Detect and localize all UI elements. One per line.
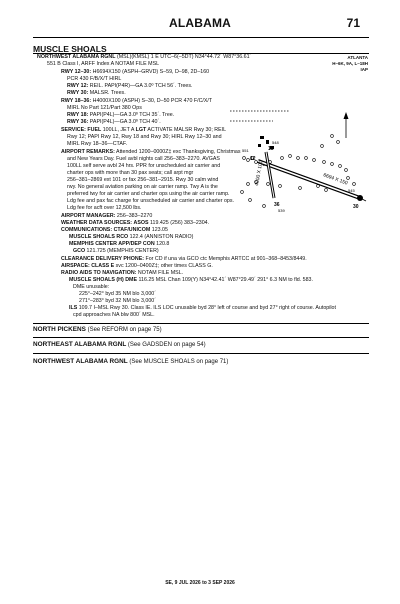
rwy-30-line: [67, 90, 126, 97]
remarks-label: AIRPORT REMARKS:: [61, 149, 115, 155]
comm-label: COMMUNICATIONS:: [61, 227, 113, 233]
rwy-text: PAPI(P4L)—GA 3.0º TCH 35´. Tree.: [88, 112, 175, 118]
rco-label: MUSCLE SHOALS RCO: [69, 234, 129, 240]
gco-label: GCO: [73, 248, 86, 254]
xref-entry-north-pickens: [33, 326, 162, 333]
service-line2: Rwy 12; PAPI Rwy 12, Rwy 18 and Rwy 30; HIRL Rwy 12–30 and: [67, 134, 222, 140]
remarks-text: Attended 1200–0000Z‡ exc Thanksgiving, Christmas: [114, 149, 241, 155]
manager-label: AIRPORT MANAGER:: [61, 213, 116, 219]
ils-line2: cpd approaches NA blw 800´ MSL.: [73, 312, 155, 318]
airspace-label: AIRSPACE: CLASS E: [61, 263, 115, 269]
rwy-18-36-line2: MIRL No Part 121/Part 380 Ops: [67, 105, 142, 111]
xref-note: (See REFORM on page 75): [85, 327, 162, 333]
remarks-line: and New Years Day. Fuel avbl nights call 256–383–2270. AVGAS: [67, 156, 220, 162]
dme-unusable-line: DME unusable:: [73, 284, 110, 290]
navaid-text: NOTAM FILE MSL.: [136, 270, 184, 276]
xref-note: (See MUSCLE SHOALS on page 71): [127, 359, 229, 365]
xref-rule-1: [33, 323, 369, 324]
remarks-line: rwy. No general aviation parking on air carrier ramp. Twy A is the: [67, 184, 218, 190]
runway-30-elevation: 545: [348, 188, 355, 193]
manager-phone: 256–383–2270: [115, 213, 153, 219]
validity-footer: SE, 9 JUL 2026 to 3 SEP 2026: [165, 580, 235, 586]
runway-36-label: 36: [274, 202, 280, 208]
rwy-label: RWY 30:: [67, 90, 89, 96]
remarks-line: preferred twy for air carrier and charter ops using the air carrier ramp.: [67, 191, 230, 197]
weather-label: WEATHER DATA SOURCES:: [61, 220, 133, 226]
xref-name: NORTHWEST ALABAMA RGNL: [33, 358, 128, 365]
north-arrow-icon: [344, 112, 349, 138]
airport-class-line: 551 B Class I, ARFF Index A NOTAM FILE MSL: [47, 61, 160, 67]
remarks-line: 100LL self serve avbl 24 hrs. PPR for unscheduled air carrier and: [67, 163, 221, 169]
fuel-label: FUEL: [87, 127, 102, 133]
page-number: 71: [346, 16, 360, 30]
dme-restriction-line: 271°–283° byd 32 NM blo 3,000´: [79, 298, 156, 304]
clearance-label: CLEARANCE DELIVERY PHONE:: [61, 256, 144, 262]
rwy-text: PAPI(P4L)—GA 3.0º TCH 40´.: [88, 119, 161, 125]
xref-name: NORTHEAST ALABAMA RGNL: [33, 341, 127, 348]
rwy-text: H4000X100 (ASPH) S–30, D–50 PCR 470 F/C/X/T: [91, 98, 213, 104]
xref-entry-northwest-alabama: [33, 358, 228, 365]
service-line3: MIRL Rwy 18–36—CTAF.: [67, 141, 128, 147]
ctaf-label: CTAF/UNICOM: [113, 227, 151, 233]
xref-entry-northeast-alabama: [33, 341, 206, 348]
rwy-text: REIL. PAPI(P4R)—GA 3.0º TCH 56´. Trees.: [88, 83, 193, 89]
asos-label: ASOS: [133, 220, 149, 226]
approach-lights-icon: [357, 195, 366, 201]
xref-note: (See GADSDEN on page 54): [126, 342, 206, 348]
airspace-text: svc 1200–0400Z‡; other times CLASS G.: [114, 263, 213, 269]
lgt-label: LGT: [135, 127, 147, 133]
runway-18-36: [266, 152, 274, 198]
ils-text: 109.7 I–MSL Rwy 30. Class IE. ILS LOC unusable byd 28° left of course and byd 27° right of course. Autopilot: [77, 305, 336, 311]
runway-18-label: 18: [268, 146, 274, 152]
main-runway-dimensions: 6694 X 150: [322, 172, 349, 187]
fuel-text: 100LL, JET A: [101, 127, 136, 133]
rwy-label: RWY 12–30:: [61, 69, 92, 75]
chart-ref-iap: IAP: [360, 67, 368, 72]
airport-location: (MSL)(KMSL) 1 E UTC–6(–5DT) N34°44.72´ W87°36.61´: [115, 54, 252, 60]
ils-label: ILS: [69, 305, 78, 311]
ctaf-freq: 123.05: [150, 227, 168, 233]
page-header: [0, 16, 400, 30]
dme-restriction-line: 225°–242° byd 35 NM blo 3,000´: [79, 291, 156, 297]
rwy-label: RWY 18:: [67, 112, 89, 118]
remarks-line: charter ops with more than 30 pax seats; call arpt mgr: [67, 170, 194, 176]
rwy-label: RWY 36:: [67, 119, 89, 125]
dme-label: MUSCLE SHOALS (H) DME: [69, 277, 137, 283]
xref-rule-3: [33, 353, 369, 354]
service-label: SERVICE:: [61, 127, 86, 133]
airport-name: NORTHWEST ALABAMA RGNL: [37, 54, 116, 60]
lgt-text: ACTIVATE MALSR Rwy 30; REIL: [146, 127, 227, 133]
header-rule: [33, 37, 369, 38]
weather-text: 119.425 (256) 383–2304.: [148, 220, 210, 226]
city-heading: MUSCLE SHOALS: [33, 44, 107, 54]
rwy-text: H6694X150 (ASPH–GRVD) S–59, D–98, 2D–160: [91, 69, 210, 75]
rwy-label: RWY 12:: [67, 83, 89, 89]
xref-rule-2: [33, 337, 369, 338]
runway-12-elevation: 551: [242, 148, 249, 153]
runway-18-elevation: 548: [272, 140, 279, 145]
xref-name: NORTH PICKENS: [33, 326, 86, 333]
chart-ref-atlanta: ATLANTA: [347, 55, 368, 60]
app-dep-label: MEMPHIS CENTER APP/DEP CON: [69, 241, 155, 247]
remarks-line: 256–381–2869 ext 101 or fax 256–381–2915. Rwy 30 calm wind: [67, 177, 219, 183]
rwy-12-30-line2: PCR 430 F/B/X/T HIRL: [67, 76, 122, 82]
rco-text: 122.4 (ANNISTON RADIO): [128, 234, 194, 240]
remarks-line: Ldg fee for acft over 12,500 lbs.: [67, 205, 142, 211]
rwy-36-line: [67, 119, 161, 126]
state-title: ALABAMA: [168, 16, 232, 30]
gco-line: [73, 248, 159, 255]
clearance-text: For CD if una via GCO ctc Memphis ARTCC at 901–368–8453/8449.: [144, 256, 307, 262]
runway-12-label: 12: [250, 156, 256, 162]
chart-ref-enroute: H–6K, 9A, L–18H: [332, 61, 368, 66]
remarks-line: Ldg fee and pax fac charge for unscheduled air carrier and charter ops.: [67, 198, 234, 204]
gco-text: 121.725 (MEMPHIS CENTER): [85, 248, 159, 254]
dme-text: 116.25 MSL Chan 109(Y) N34°42.41´ W87°29.49´ 291° 6.3 NM to fld. 583.: [136, 277, 313, 283]
navaid-label: RADIO AIDS TO NAVIGATION:: [61, 270, 137, 276]
rwy-text: MALSR. Trees.: [88, 90, 126, 96]
runway-36-elevation: 539: [278, 208, 285, 213]
app-dep-freq: 120.8: [154, 241, 170, 247]
airport-diagram: [228, 66, 368, 216]
rwy-label: RWY 18–36:: [61, 98, 92, 104]
runway-30-label: 30: [353, 204, 359, 210]
cross-runway-dimensions: 4000 X 100: [254, 160, 265, 187]
